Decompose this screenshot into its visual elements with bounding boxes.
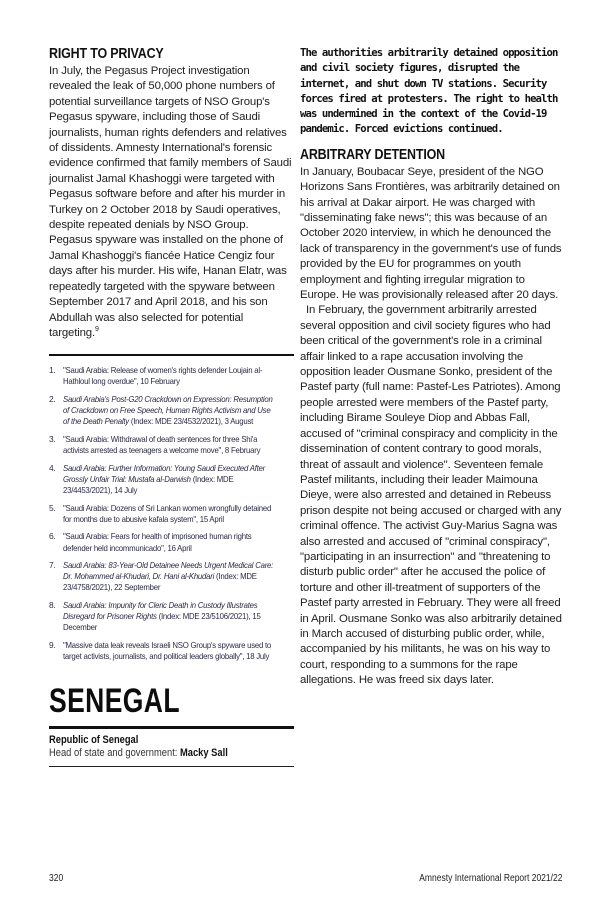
footnote-citation: , 16 April bbox=[163, 542, 192, 553]
country-info-rule bbox=[49, 766, 294, 767]
head-of-state-name: Macky Sall bbox=[179, 746, 228, 759]
footnote-item bbox=[49, 503, 294, 525]
footnote-title: "Saudi Arabia: Withdrawal of death sentences for three Shi'a activists arrested as teenagers a welcome move" bbox=[63, 433, 258, 456]
footnote-citation: (Index: MDE 23/4532/2021), 3 August bbox=[128, 416, 254, 427]
footnote-number: 5. bbox=[49, 502, 56, 513]
footnote-title: Saudi Arabia: Impunity for Cleric Death in Custody Illustrates Disregard for Prisoner Rights bbox=[63, 600, 258, 622]
country-summary: The authorities arbitrarily detained opposition and civil society figures, disrupted the internet, and shut down TV stations. Security forces fired at protesters. The right to health was undermined in the context of the Covid-19 pandemic. Forced evictions continued. bbox=[300, 47, 558, 136]
head-of-state-label: Head of state and government: bbox=[49, 746, 180, 759]
footnote-item bbox=[49, 640, 294, 662]
footnote-title: Saudi Arabia: Further Information: Young Saudi Executed After Grossly Unfair Trial: Mustafa al-Darwish bbox=[63, 462, 266, 484]
section-heading-right-to-privacy: RIGHT TO PRIVACY bbox=[49, 46, 164, 62]
footnote-item bbox=[49, 531, 294, 553]
footnote-title: Saudi Arabia's Post-G20 Crackdown on Expression: Resumption of Crackdown on Free Speech, Human Rights Activism and Use of the Death Penalty bbox=[63, 394, 273, 427]
footnote-ref-9[interactable]: 9 bbox=[95, 326, 99, 334]
privacy-paragraph-text: In July, the Pegasus Project investigation revealed the leak of 50,000 phone numbers of potential surveillance targets of NSO Group's Pegasus spyware, including those of Saudi journalists, human rights defenders and relatives of dissidents. Amnesty International's forensic evidence confirmed that family members of Saudi journalist Jamal Khashoggi were targeted with Pegasus software before and after his murder in Turkey on 2 October 2018 by Saudi operatives, despite repeated denials by NSO Group. Pegasus spyware was installed on the phone of Jamal Khashoggi's fiancée Hatice Cengiz four days after his murder. His wife, Hanan Elatr, was repeatedly targeted with the spyware between September 2017 and April 2018, and his son Abdullah was also selected for potential targeting. bbox=[49, 65, 292, 339]
footnote-number: 3. bbox=[49, 433, 56, 444]
footnote-citation: , 15 April bbox=[195, 513, 224, 524]
footnote-item bbox=[49, 434, 294, 456]
footnote-text bbox=[63, 640, 278, 662]
footnote-title: Saudi Arabia: 83-Year-Old Detainee Needs Urgent Medical Care: Dr. Mohammed al-Khudari, Dr. Hani al-Khudari bbox=[63, 560, 274, 582]
footnote-text bbox=[63, 365, 278, 387]
footnotes-list bbox=[49, 365, 294, 662]
country-official-name: Republic of Senegal bbox=[49, 733, 139, 746]
footnote-citation: , 10 February bbox=[136, 376, 180, 387]
footnote-text bbox=[63, 434, 278, 456]
footnote-title: "Saudi Arabia: Fears for health of imprisoned human rights defender held incommunicado" bbox=[63, 531, 252, 553]
footnote-text bbox=[63, 394, 278, 427]
footnote-item bbox=[49, 394, 294, 427]
detention-paragraph-1: In January, Boubacar Seye, president of the NGO Horizons Sans Frontières, was arbitrarily detained on his arrival at Dakar airport. He was charged with "disseminating fake news"; this was because of an October 2020 interview, in which he denounced the lack of transparency in the government's use of funds provided by the EU for programmes on youth employment and fighting irregular migration to Europe. He was provisionally released after 20 days. bbox=[300, 165, 562, 302]
right-column bbox=[300, 46, 562, 689]
footnote-item bbox=[49, 560, 294, 593]
head-of-state-line bbox=[49, 747, 257, 760]
footnote-text bbox=[63, 560, 278, 593]
footnote-number: 8. bbox=[49, 600, 56, 611]
country-title: SENEGAL bbox=[49, 681, 180, 720]
footnote-citation: , 18 July bbox=[242, 651, 270, 662]
detention-paragraph-2 bbox=[300, 303, 562, 688]
footnote-text bbox=[63, 600, 278, 633]
footnote-number: 9. bbox=[49, 639, 56, 650]
footnote-item bbox=[49, 365, 294, 387]
footnote-citation: , 8 February bbox=[221, 445, 261, 456]
footnote-citation: (Index: MDE 23/5106/2021), 15 December bbox=[63, 611, 261, 633]
privacy-paragraph bbox=[49, 64, 294, 341]
page-number: 320 bbox=[49, 873, 64, 884]
footnote-number: 4. bbox=[49, 462, 56, 473]
publication-title: Amnesty International Report 2021/22 bbox=[418, 873, 562, 884]
footnote-number: 2. bbox=[49, 394, 56, 405]
footnote-text bbox=[63, 531, 278, 553]
left-column bbox=[49, 46, 294, 767]
footnote-citation: (Index: MDE 23/4758/2021), 22 September bbox=[63, 571, 257, 593]
section-heading-arbitrary-detention: ARBITRARY DETENTION bbox=[300, 146, 445, 163]
footnote-citation: (Index: MDE 23/4453/2021), 14 July bbox=[63, 473, 234, 495]
footnote-title: "Saudi Arabia: Dozens of Sri Lankan women wrongfully detained for months due to abusive kafala system" bbox=[63, 502, 272, 524]
footnote-item bbox=[49, 600, 294, 633]
detention-paragraph-2-text: In February, the government arbitrarily arrested several opposition and civil society figures who had been critical of the government's role in a criminal affair linked to a rape accusation involving the opposition leader Ousmane Sonko, president of the Pastef party (full name: Pastef-Les Patriotes). Among people arrested were members of the Pastef party, including Birame Souleye Diop and Abbas Fall, accused of "criminal conspiracy and complicity in the dissemination of content contrary to good morals, threat of assault and violence". Seventeen female Pastef militants, including their leader Maimouna Dieye, were also arrested and detained in Rebeuss prison despite not being accused or charged with any criminal offence. The activist Guy-Marius Sagna was also arrested and accused of "criminal conspiracy", "participating in an insurrection" and "threatening to disturb public order" after he accused the police of torture and other ill-treatment of supporters of the Pastef party arrested in February. They were all freed in April. Ousmane Sonko was also arbitrarily detained in March accused of disturbing public order, while, accompanied by his militants, he was on his way to court, responding to a summons for the rape allegations. He was freed six days later. bbox=[300, 304, 562, 687]
footnote-number: 1. bbox=[49, 365, 56, 376]
footnote-number: 6. bbox=[49, 531, 56, 542]
footnote-item bbox=[49, 463, 294, 496]
footnote-text bbox=[63, 503, 278, 525]
footnote-text bbox=[63, 463, 278, 496]
footnote-title: "Massive data leak reveals Israeli NSO Group's spyware used to target activists, journalists, and political leaders globally" bbox=[63, 639, 272, 662]
footnote-title: "Saudi Arabia: Release of women's rights defender Loujain al-Hathloul long overdue" bbox=[63, 365, 263, 387]
footnote-number: 7. bbox=[49, 560, 56, 571]
